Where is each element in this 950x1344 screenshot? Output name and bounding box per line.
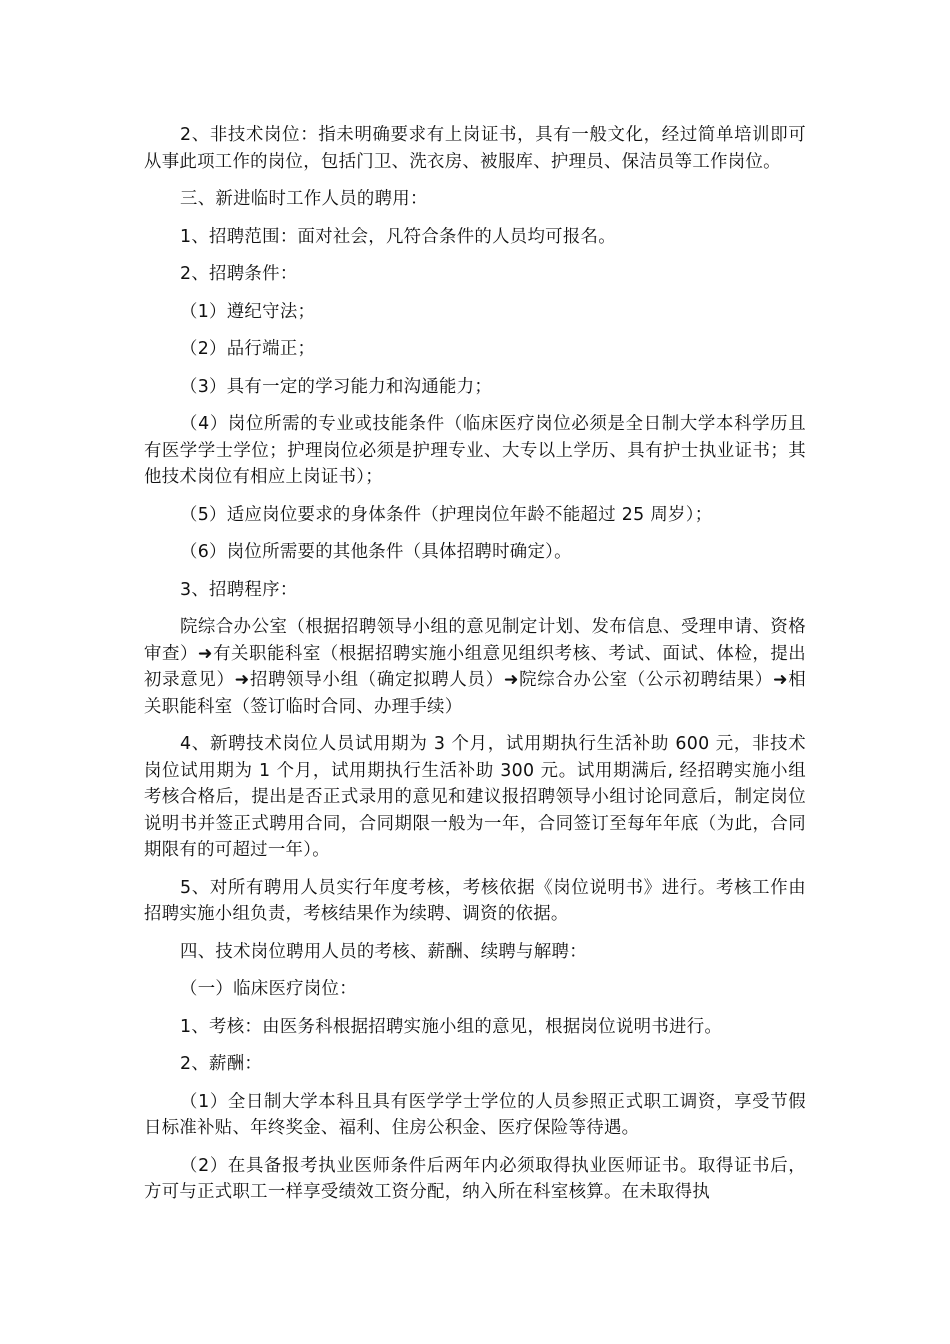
salary-item-1: （1）全日制大学本科且具有医学学士学位的人员参照正式职工调资，享受节假日标准补贴、年终奖金、福利、住房公积金、医疗保险等待遇。 — [144, 1091, 806, 1138]
paragraph-nontech-post: 2、非技术岗位：指未明确要求有上岗证书，具有一般文化，经过简单培训即可从事此项工作的岗位，包括门卫、洗衣房、被服库、护理员、保洁员等工作岗位。 — [144, 125, 806, 172]
paragraph-recruit-procedure: 3、招聘程序： — [180, 579, 298, 600]
paragraph-salary: 2、薪酬： — [180, 1054, 263, 1074]
paragraph-assessment: 1、考核：由医务科根据招聘实施小组的意见，根据岗位说明书进行。 — [180, 1016, 723, 1037]
salary-item-2: （2）在具备报考执业医师条件后两年内必须取得执业医师证书。取得证书后，方可与正式职工一样享受绩效工资分配，纳入所在科室核算。在未取得执 — [144, 1155, 806, 1202]
condition-item-1: （1）遵纪守法； — [180, 301, 316, 322]
condition-item-6: （6）岗位所需要的其他条件（具体招聘时确定）。 — [180, 542, 572, 562]
paragraph-procedure-flow: 院综合办公室（根据招聘领导小组的意见制定计划、发布信息、受理申请、资格审查）➜有关职能科室（根据招聘实施小组意见组织考核、考试、面试、体检，提出初录意见）➜招聘领导小组（确定拟聘人员）➜院综合办公室（公示初聘结果）➜相关职能科室（签订临时合同、办理手续） — [144, 617, 806, 717]
document-body — [144, 122, 806, 1217]
paragraph-recruit-scope: 1、招聘范围：面对社会，凡符合条件的人员均可报名。 — [180, 226, 616, 247]
paragraph-recruit-conditions: 2、招聘条件： — [180, 264, 298, 284]
condition-item-4: （4）岗位所需的专业或技能条件（临床医疗岗位必须是全日制大学本科学历且有医学学士学位；护理岗位必须是护理专业、大专以上学历、具有护士执业证书；其他技术岗位有相应上岗证书）； — [144, 414, 806, 487]
paragraph-probation: 4、新聘技术岗位人员试用期为 3 个月，试用期执行生活补助 600 元，非技术岗位试用期为 1 个月，试用期执行生活补助 300 元。试用期满后, 经招聘实施小组考核合格后，提出是否正式录用的意见和建议报招聘领导小组讨论同意后，制定岗位说明书并签正式聘用合同，合同期限一般为一年，合同签订至每年年底（为此，合同期限有的可超过一年）。 — [144, 734, 806, 860]
heading-section-3: 三、新进临时工作人员的聘用： — [180, 189, 428, 209]
heading-section-4: 四、技术岗位聘用人员的考核、薪酬、续聘与解聘： — [180, 941, 587, 962]
condition-item-2: （2）品行端正； — [180, 339, 316, 359]
paragraph-annual-review: 5、对所有聘用人员实行年度考核，考核依据《岗位说明书》进行。考核工作由招聘实施小组负责，考核结果作为续聘、调资的依据。 — [144, 877, 806, 924]
condition-item-5: （5）适应岗位要求的身体条件（护理岗位年龄不能超过 25 周岁）； — [180, 504, 713, 525]
heading-clinical-post: （一）临床医疗岗位： — [180, 979, 357, 999]
condition-item-3: （3）具有一定的学习能力和沟通能力； — [180, 376, 493, 397]
